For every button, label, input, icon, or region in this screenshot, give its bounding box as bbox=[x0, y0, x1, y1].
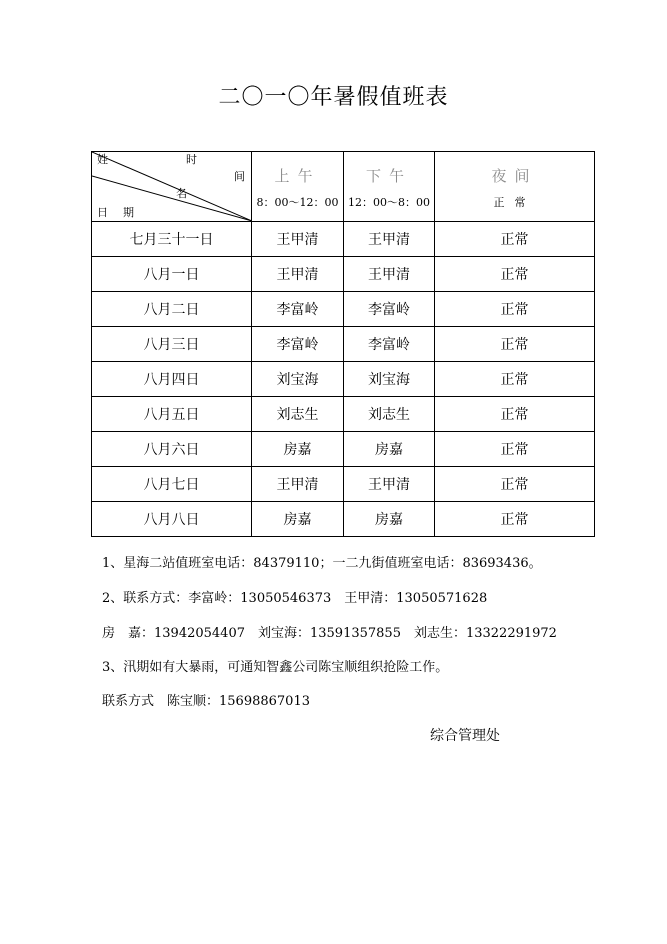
night-cell: 正常 bbox=[435, 397, 595, 432]
date-cell: 八月八日 bbox=[92, 502, 252, 537]
date-cell: 八月五日 bbox=[92, 397, 252, 432]
afternoon-cell: 王甲清 bbox=[344, 257, 435, 292]
table-row bbox=[92, 362, 595, 397]
note-flood-instruction: 3、汛期如有大暴雨，可通知智鑫公司陈宝顺组织抢险工作。 bbox=[102, 660, 449, 675]
morning-cell: 房嘉 bbox=[252, 502, 344, 537]
corner-label-surname: 姓 bbox=[97, 153, 108, 166]
corner-label-name: 名 bbox=[176, 187, 187, 200]
morning-label: 上午 bbox=[274, 167, 321, 185]
morning-cell: 刘志生 bbox=[252, 397, 344, 432]
morning-cell: 王甲清 bbox=[252, 467, 344, 502]
night-cell: 正常 bbox=[435, 257, 595, 292]
table-row bbox=[92, 222, 595, 257]
night-status: 正常 bbox=[493, 196, 536, 209]
night-cell: 正常 bbox=[435, 432, 595, 467]
date-cell: 八月三日 bbox=[92, 327, 252, 362]
date-cell: 八月二日 bbox=[92, 292, 252, 327]
table-row bbox=[92, 467, 595, 502]
morning-time: 8：00～12：00 bbox=[256, 196, 339, 209]
afternoon-cell: 刘宝海 bbox=[344, 362, 435, 397]
note-flood-contact: 联系方式 陈宝顺：15698867013 bbox=[102, 694, 310, 709]
afternoon-label: 下午 bbox=[365, 167, 412, 185]
afternoon-time: 12：00～8：00 bbox=[348, 196, 430, 209]
note-contacts-1: 2、联系方式：李富岭：13050546373 王甲清：13050571628 bbox=[102, 591, 488, 606]
page-title: 二〇一〇年暑假值班表 bbox=[218, 85, 449, 110]
table-row bbox=[92, 327, 595, 362]
afternoon-header bbox=[344, 152, 435, 222]
morning-cell: 王甲清 bbox=[252, 222, 344, 257]
corner-label-date-1: 日 bbox=[97, 206, 108, 219]
afternoon-cell: 房嘉 bbox=[344, 432, 435, 467]
morning-cell: 王甲清 bbox=[252, 257, 344, 292]
afternoon-cell: 房嘉 bbox=[344, 502, 435, 537]
corner-label-time-1: 时 bbox=[186, 153, 197, 166]
corner-label-time-2: 间 bbox=[234, 170, 245, 183]
morning-cell: 房嘉 bbox=[252, 432, 344, 467]
afternoon-cell: 李富岭 bbox=[344, 292, 435, 327]
table-row bbox=[92, 502, 595, 537]
night-cell: 正常 bbox=[435, 292, 595, 327]
date-cell: 八月一日 bbox=[92, 257, 252, 292]
date-cell: 八月四日 bbox=[92, 362, 252, 397]
diagonal-lines bbox=[92, 152, 252, 221]
date-cell: 七月三十一日 bbox=[92, 222, 252, 257]
morning-header bbox=[252, 152, 344, 222]
corner-header-cell bbox=[92, 152, 252, 222]
afternoon-cell: 王甲清 bbox=[344, 467, 435, 502]
corner-label-date-2: 期 bbox=[123, 206, 134, 219]
night-cell: 正常 bbox=[435, 222, 595, 257]
table-header-row bbox=[92, 152, 595, 222]
table-row bbox=[92, 292, 595, 327]
duty-table bbox=[91, 151, 595, 537]
table-row bbox=[92, 257, 595, 292]
signature-department: 综合管理处 bbox=[430, 728, 500, 744]
note-phone-numbers: 1、星海二站值班室电话：84379110；一二九街值班室电话：83693436。 bbox=[102, 556, 542, 571]
night-cell: 正常 bbox=[435, 502, 595, 537]
morning-cell: 刘宝海 bbox=[252, 362, 344, 397]
table-row bbox=[92, 432, 595, 467]
night-cell: 正常 bbox=[435, 467, 595, 502]
morning-cell: 李富岭 bbox=[252, 327, 344, 362]
afternoon-cell: 王甲清 bbox=[344, 222, 435, 257]
night-cell: 正常 bbox=[435, 362, 595, 397]
afternoon-cell: 李富岭 bbox=[344, 327, 435, 362]
table-row bbox=[92, 397, 595, 432]
morning-cell: 李富岭 bbox=[252, 292, 344, 327]
date-cell: 八月六日 bbox=[92, 432, 252, 467]
date-cell: 八月七日 bbox=[92, 467, 252, 502]
note-contacts-2: 房 嘉：13942054407 刘宝海：13591357855 刘志生：13322291972 bbox=[102, 626, 557, 641]
night-header bbox=[435, 152, 595, 222]
night-label: 夜间 bbox=[491, 167, 538, 185]
afternoon-cell: 刘志生 bbox=[344, 397, 435, 432]
night-cell: 正常 bbox=[435, 327, 595, 362]
